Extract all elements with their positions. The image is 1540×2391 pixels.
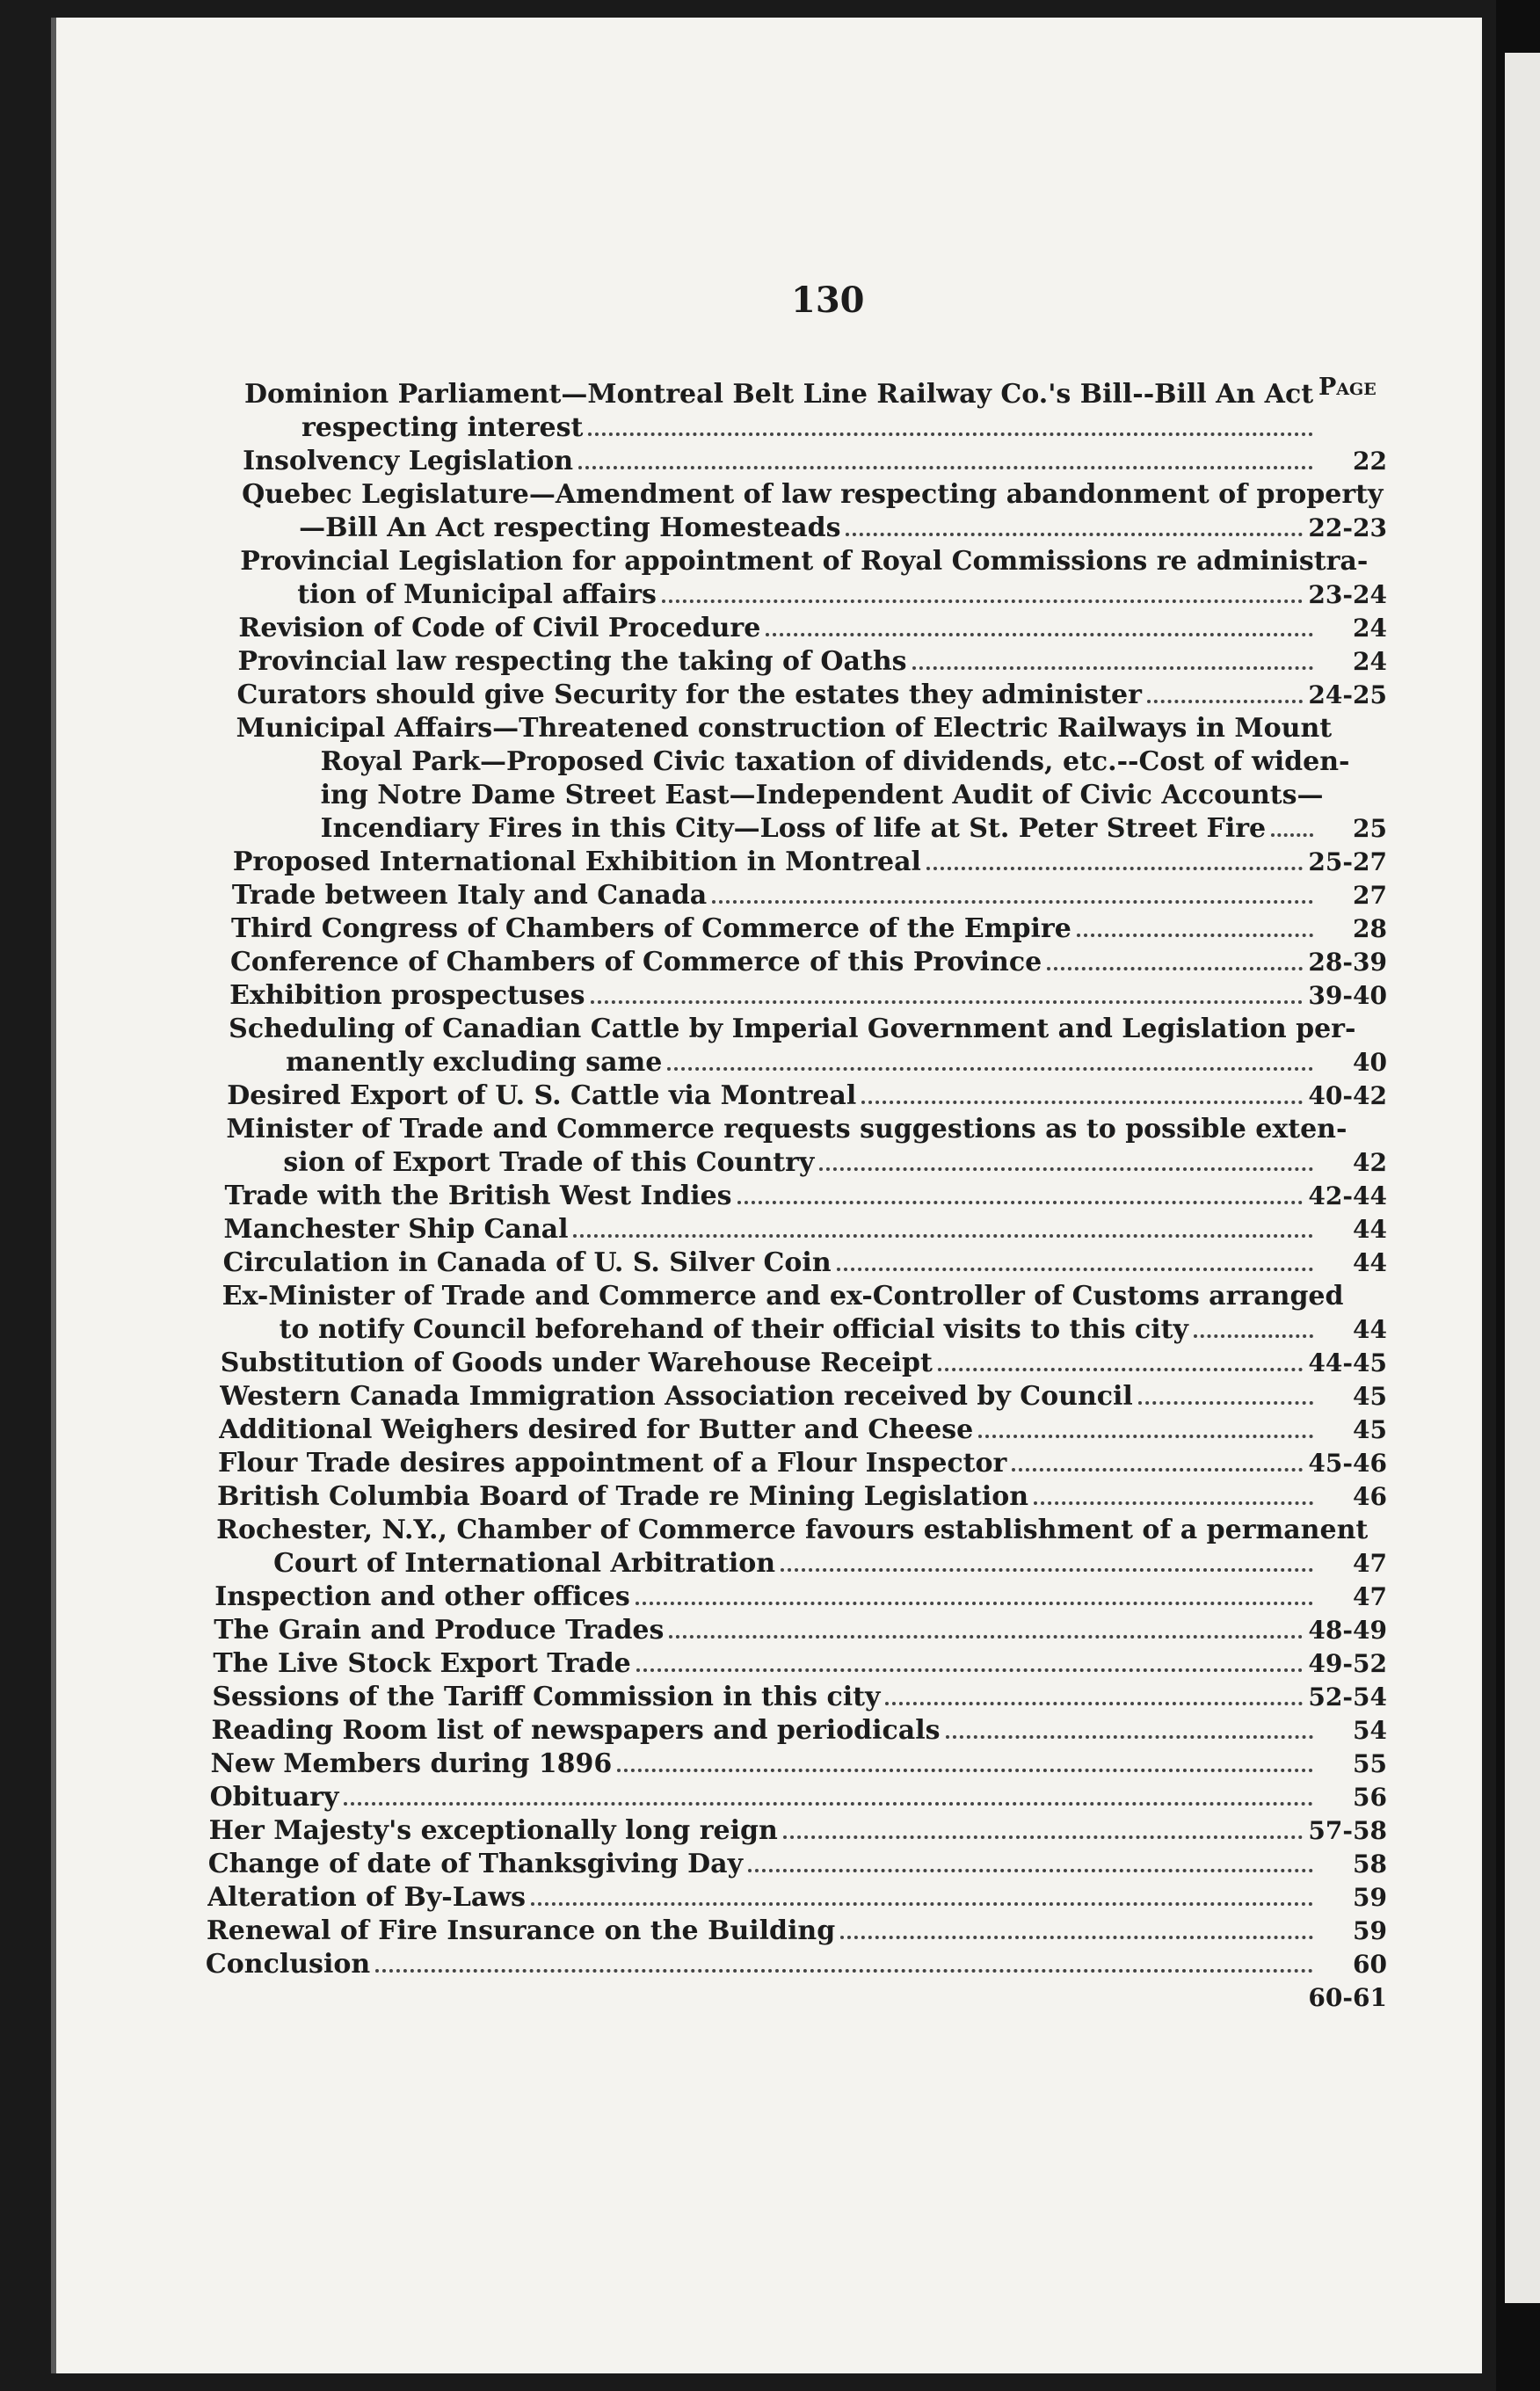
toc-entry — [236, 712, 1387, 846]
dot-leader — [737, 1201, 1304, 1204]
toc-entry-text: Substitution of Goods under Warehouse Receipt — [220, 1348, 933, 1378]
toc-entry — [207, 1881, 1387, 1915]
dot-leader — [926, 867, 1304, 870]
toc-entry-text: Royal Park—Proposed Civic taxation of dividends, etc.--Cost of widen- — [320, 746, 1350, 777]
toc-entry-text: Trade with the British West Indies — [224, 1181, 732, 1211]
toc-entry-text: Provincial Legislation for appointment of Royal Commissions re administra- — [240, 546, 1369, 577]
dot-leader — [840, 1936, 1313, 1939]
toc-page-ref: 54 — [1353, 1716, 1387, 1745]
toc-page-ref: 22-23 — [1308, 513, 1387, 542]
dot-leader — [781, 1568, 1313, 1572]
toc-page-ref: 59 — [1353, 1883, 1387, 1912]
toc-entry-text: The Live Stock Export Trade — [213, 1648, 631, 1679]
toc-entry-text: Scheduling of Canadian Cattle by Imperial Government and Legislation per- — [229, 1014, 1356, 1044]
toc-page-ref: 42 — [1353, 1148, 1387, 1177]
toc-page-ref: 56 — [1353, 1783, 1387, 1812]
toc-entry-text: Revision of Code of Civil Procedure — [238, 613, 761, 643]
dot-leader — [375, 1969, 1313, 1973]
toc-entry-text: The Grain and Produce Trades — [214, 1615, 665, 1646]
toc-entry — [211, 1748, 1387, 1781]
toc-entry-text: Flour Trade desires appointment of a Flour Inspector — [217, 1448, 1007, 1479]
dot-leader — [837, 1268, 1313, 1271]
toc-page-ref: 24 — [1353, 614, 1387, 643]
toc-entry — [205, 1981, 1387, 2015]
dot-leader — [946, 1735, 1313, 1739]
toc-entry — [206, 1948, 1387, 1981]
toc-page-ref: 45 — [1353, 1382, 1387, 1411]
toc-entry-text: Additional Weighers desired for Butter and Cheese — [218, 1414, 974, 1445]
dot-leader — [938, 1368, 1304, 1371]
toc-page-ref: 27 — [1353, 881, 1387, 910]
dot-leader — [344, 1802, 1313, 1806]
dot-leader — [846, 533, 1303, 536]
toc-entry — [229, 979, 1387, 1013]
toc-page-ref: 24-25 — [1308, 680, 1387, 709]
dot-leader — [912, 666, 1313, 670]
toc-entry — [226, 1113, 1387, 1180]
toc-entry-text: Manchester Ship Canal — [223, 1214, 569, 1245]
dot-leader — [636, 1668, 1304, 1672]
dot-leader — [1012, 1468, 1303, 1472]
toc-entry — [209, 1814, 1387, 1848]
toc-entry-text: tion of Municipal affairs — [297, 579, 657, 610]
toc-entry-text: Exhibition prospectuses — [229, 980, 585, 1011]
toc-entry — [218, 1447, 1387, 1480]
toc-page-ref: 25 — [1353, 814, 1387, 843]
toc-page-ref: 58 — [1353, 1850, 1387, 1879]
toc-page-ref: 57-58 — [1308, 1816, 1387, 1845]
toc-entry-text: Renewal of Fire Insurance on the Building — [206, 1915, 836, 1946]
toc-entry-text: Minister of Trade and Commerce requests suggestions as to possible exten- — [226, 1114, 1348, 1145]
toc-entry — [212, 1681, 1387, 1714]
toc-entry-text: Incendiary Fires in this City—Loss of life at St. Peter Street Fire — [320, 813, 1267, 844]
toc-entry-text: Curators should give Security for the estates they administer — [236, 680, 1142, 710]
toc-page-ref: 59 — [1353, 1916, 1387, 1945]
dot-leader — [861, 1101, 1303, 1104]
dot-leader — [667, 1067, 1313, 1071]
dot-leader — [617, 1769, 1313, 1772]
toc-entry-text: Circulation in Canada of U. S. Silver Coin — [222, 1247, 832, 1278]
dot-leader — [573, 1234, 1313, 1238]
toc-entry — [208, 1848, 1387, 1881]
dot-leader — [766, 633, 1313, 636]
toc-entry — [210, 1781, 1387, 1814]
toc-page-ref: 60-61 — [1308, 1983, 1387, 2012]
toc-page-ref: 28-39 — [1308, 948, 1387, 977]
toc-page-ref: 44 — [1353, 1315, 1387, 1344]
toc-entry-text: Proposed International Exhibition in Montreal — [232, 847, 921, 877]
dot-leader — [1138, 1401, 1313, 1405]
toc-entry-text: respecting interest — [301, 412, 584, 443]
toc-entry — [244, 378, 1387, 445]
toc-entry — [223, 1246, 1387, 1280]
toc-entry-text: British Columbia Board of Trade re Mining Legislation — [217, 1481, 1029, 1512]
toc-page-ref: 28 — [1353, 914, 1387, 943]
toc-entry — [240, 545, 1387, 612]
toc-page-ref: 48-49 — [1308, 1616, 1387, 1645]
dot-leader — [1077, 934, 1313, 937]
toc-page-ref: 60 — [1353, 1950, 1387, 1979]
toc-entry — [232, 879, 1387, 912]
toc-entry — [242, 478, 1387, 545]
toc-entry-text: Rochester, N.Y., Chamber of Commerce favours establishment of a permanent — [216, 1515, 1369, 1545]
toc-entry-text: Insolvency Legislation — [243, 446, 574, 476]
dot-leader — [1047, 967, 1303, 970]
toc-page-ref: 23-24 — [1308, 580, 1387, 609]
dot-leader — [1147, 700, 1304, 703]
toc-entry-text: Conference of Chambers of Commerce of this Province — [230, 947, 1042, 977]
toc-entry — [224, 1180, 1387, 1213]
toc-entry-text: Dominion Parliament—Montreal Belt Line Railway Co.'s Bill--Bill An Act — [244, 379, 1314, 410]
toc-page-ref: 42-44 — [1308, 1181, 1387, 1210]
dot-leader — [669, 1635, 1303, 1639]
toc-page-ref: 47 — [1353, 1549, 1387, 1578]
toc-entry — [237, 645, 1387, 679]
toc-entry — [216, 1514, 1387, 1581]
toc-entry-text: Desired Export of U. S. Cattle via Montreal — [227, 1080, 857, 1111]
toc-entry — [213, 1647, 1387, 1681]
toc-entry-text: Court of International Arbitration — [273, 1548, 776, 1579]
toc-page-ref: 40-42 — [1308, 1081, 1387, 1110]
toc-entry-text: manently excluding same — [286, 1047, 663, 1078]
toc-entry — [222, 1280, 1387, 1347]
toc-entry-text: Ex-Minister of Trade and Commerce and ex-Controller of Customs arranged — [222, 1281, 1344, 1312]
dot-leader — [783, 1835, 1304, 1839]
toc-page-ref: 25-27 — [1308, 847, 1387, 876]
dot-leader — [748, 1869, 1313, 1872]
next-page-strip — [1505, 53, 1540, 2303]
toc-entry-text: Change of date of Thanksgiving Day — [207, 1849, 744, 1879]
toc-entry-text: Third Congress of Chambers of Commerce of the Empire — [230, 913, 1071, 944]
toc-entry — [207, 1915, 1387, 1948]
toc-entry-text: Alteration of By-Laws — [207, 1882, 526, 1913]
dot-leader — [1271, 833, 1313, 837]
toc-entry — [231, 912, 1387, 946]
toc-entry — [224, 1213, 1387, 1246]
toc-entry-text: Municipal Affairs—Threatened construction of Electric Railways in Mount — [236, 713, 1333, 744]
dot-leader — [1034, 1501, 1313, 1505]
toc-page-ref: 44 — [1353, 1248, 1387, 1277]
toc-entry — [238, 612, 1387, 645]
dot-leader — [1194, 1334, 1313, 1338]
toc-entry — [217, 1480, 1387, 1514]
toc-entry — [237, 679, 1387, 712]
toc-page-ref: 45-46 — [1308, 1449, 1387, 1478]
toc-entry — [219, 1414, 1387, 1447]
toc-entry-text: Quebec Legislature—Amendment of law respecting abandonment of property — [242, 479, 1384, 510]
toc-entry-text: Conclusion — [205, 1949, 371, 1980]
dot-leader — [591, 1000, 1304, 1004]
toc-entry — [211, 1714, 1387, 1748]
toc-entry-text: Reading Room list of newspapers and periodicals — [211, 1715, 941, 1746]
dot-leader — [978, 1435, 1313, 1438]
toc-entry-text: Inspection and other offices — [214, 1581, 630, 1612]
toc-entry-text: Trade between Italy and Canada — [231, 880, 708, 911]
toc-page-ref: 49-52 — [1308, 1649, 1387, 1678]
dot-leader — [531, 1902, 1313, 1906]
dot-leader — [662, 600, 1304, 603]
toc-page-ref: 55 — [1353, 1749, 1387, 1778]
toc-entry-text: Western Canada Immigration Association received by Council — [219, 1381, 1133, 1412]
toc-page-ref: 22 — [1353, 447, 1387, 476]
dot-leader — [588, 432, 1313, 436]
toc-page-ref: 44 — [1353, 1215, 1387, 1244]
page-column-header: Page — [1318, 374, 1377, 401]
toc-page-ref: 45 — [1353, 1415, 1387, 1444]
toc-entry — [233, 846, 1387, 879]
toc-entry-text: Provincial law respecting the taking of Oaths — [237, 646, 907, 677]
toc-entry-text: New Members during 1896 — [210, 1748, 613, 1779]
dot-leader — [885, 1702, 1303, 1705]
toc-page-ref: 44-45 — [1308, 1348, 1387, 1377]
dot-leader — [578, 466, 1313, 469]
toc-entry-text: ing Notre Dame Street East—Independent Audit of Civic Accounts— — [320, 780, 1324, 810]
toc-page-ref: 39-40 — [1308, 981, 1387, 1010]
dot-leader — [636, 1602, 1313, 1605]
toc-page-ref: 52-54 — [1308, 1682, 1387, 1711]
toc-entry — [221, 1347, 1387, 1380]
dot-leader — [712, 900, 1313, 904]
toc-entry — [227, 1079, 1387, 1113]
toc-entry — [243, 445, 1387, 478]
toc-page-ref: 47 — [1353, 1582, 1387, 1611]
toc-entry-text: Obituary — [209, 1782, 339, 1813]
toc-entry — [214, 1581, 1387, 1614]
toc-entry-text: sion of Export Trade of this Country — [283, 1147, 815, 1178]
toc-entry — [214, 1614, 1387, 1647]
dot-leader — [819, 1167, 1313, 1171]
toc-page-ref: 40 — [1353, 1048, 1387, 1077]
toc-entry-text: Her Majesty's exceptionally long reign — [208, 1815, 778, 1846]
toc-page-ref: 46 — [1353, 1482, 1387, 1511]
toc-entry — [229, 1013, 1387, 1079]
toc-entry — [220, 1380, 1387, 1414]
toc-entry-text: —Bill An Act respecting Homesteads — [299, 512, 841, 543]
toc-entry-text: Sessions of the Tariff Commission in this city — [212, 1682, 881, 1712]
page-number: 130 — [791, 280, 865, 321]
toc-page-ref: 24 — [1353, 647, 1387, 676]
toc-entry-text: to notify Council beforehand of their official visits to this city — [279, 1314, 1188, 1345]
toc-entry — [230, 946, 1387, 979]
